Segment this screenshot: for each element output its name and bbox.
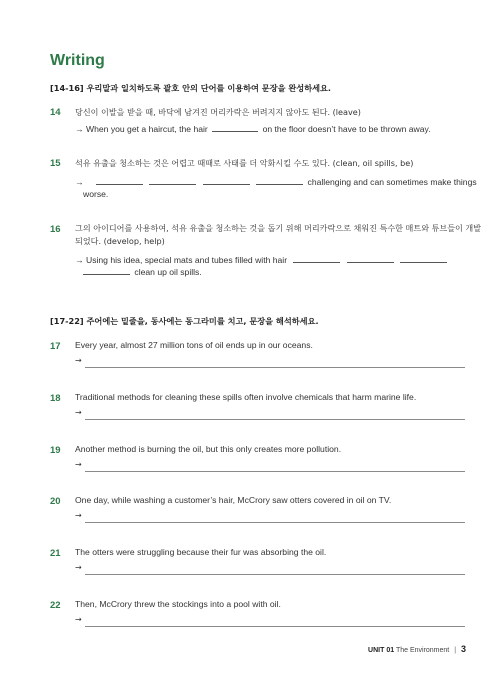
answer-prefix: → When you get a haircut, the hair: [75, 124, 208, 134]
arrow-glyph: →: [75, 563, 82, 572]
answer-blank[interactable]: [400, 254, 447, 263]
arrow-glyph: →: [75, 177, 84, 187]
answer-prefix: → Using his idea, special mats and tubes filled with hair: [75, 255, 288, 265]
sentence-22: Then, McCrory threw the stockings into a pool with oil.: [75, 599, 281, 609]
answer-blank[interactable]: [203, 176, 250, 185]
answer-rule: [85, 367, 465, 368]
question-15-answer-cont: worse.: [83, 189, 109, 199]
answer-blank[interactable]: [96, 176, 143, 185]
answer-rule: [85, 419, 465, 420]
question-number-21: 21: [50, 548, 61, 559]
footer-topic: The Environment: [395, 647, 450, 654]
answer-blank[interactable]: [149, 176, 196, 185]
footer-separator: |: [454, 647, 457, 654]
page-number: 3: [460, 644, 466, 654]
page-title: Writing: [50, 52, 105, 69]
page-footer: [368, 644, 466, 654]
question-14-answer: [75, 123, 431, 135]
sentence-17: Every year, almost 27 million tons of oil ends up in our oceans.: [75, 340, 313, 350]
footer-unit: UNIT 01: [368, 647, 395, 654]
question-16-korean-line2: 되었다. (develop, help): [75, 236, 165, 246]
arrow-glyph: →: [75, 408, 82, 417]
question-number-17: 17: [50, 341, 61, 352]
question-number-15: 15: [50, 158, 61, 169]
question-15-answer: [75, 176, 477, 188]
answer-rule: [85, 522, 465, 523]
answer-blank[interactable]: [347, 254, 394, 263]
section-header-17-22: [17-22] 주어에는 밑줄을, 동사에는 동그라미를 치고, 문장을 해석하세요.: [50, 316, 319, 326]
answer-rule: [85, 626, 465, 627]
question-14-korean: 당신이 이발을 받을 때, 바닥에 남겨진 머리카락은 버려지지 않아도 된다. (leave): [75, 107, 361, 117]
question-number-20: 20: [50, 496, 61, 507]
arrow-glyph: →: [75, 511, 82, 520]
arrow-glyph: →: [75, 356, 82, 365]
answer-line-19[interactable]: [75, 462, 465, 472]
section-header-14-16: [14-16] 우리말과 일치하도록 괄호 안의 단어를 이용하여 문장을 완성하세요.: [50, 83, 332, 93]
answer-rule: [85, 471, 465, 472]
answer-blank[interactable]: [212, 123, 258, 132]
answer-line-20[interactable]: [75, 513, 465, 523]
question-number-22: 22: [50, 600, 61, 611]
question-16-answer-line2: [83, 266, 202, 278]
arrow-glyph: →: [75, 460, 82, 469]
sentence-19: Another method is burning the oil, but this only creates more pollution.: [75, 444, 342, 454]
sentence-21: The otters were struggling because their fur was absorbing the oil.: [75, 547, 327, 557]
answer-rule: [85, 574, 465, 575]
question-number-18: 18: [50, 393, 61, 404]
answer-blank[interactable]: [293, 254, 340, 263]
answer-suffix: on the floor doesn’t have to be thrown away.: [262, 124, 431, 134]
answer-line-22[interactable]: [75, 617, 465, 627]
sentence-18: Traditional methods for cleaning these spills often involve chemicals that harm marine life.: [75, 392, 417, 402]
answer-suffix: clean up oil spills.: [134, 267, 202, 277]
question-number-19: 19: [50, 445, 61, 456]
arrow-glyph: →: [75, 615, 82, 624]
answer-blank[interactable]: [256, 176, 303, 185]
answer-blank[interactable]: [83, 266, 130, 275]
answer-line-21[interactable]: [75, 565, 465, 575]
answer-suffix: challenging and can sometimes make things: [307, 177, 477, 187]
answer-line-18[interactable]: [75, 410, 465, 420]
question-16-answer-line1: [75, 254, 449, 266]
question-number-16: 16: [50, 224, 61, 235]
answer-line-17[interactable]: [75, 358, 465, 368]
question-16-korean-line1: 그의 아이디어를 사용하여, 석유 유출을 청소하는 것을 돕기 위해 머리카락으로 채워진 특수한 매트와 튜브들이 개발: [75, 223, 482, 233]
question-number-14: 14: [50, 107, 61, 118]
sentence-20: One day, while washing a customer’s hair, McCrory saw otters covered in oil on TV.: [75, 495, 392, 505]
question-15-korean: 석유 유출을 청소하는 것은 어렵고 때때로 사태를 더 악화시킬 수도 있다. (clean, oil spills, be): [75, 158, 414, 168]
